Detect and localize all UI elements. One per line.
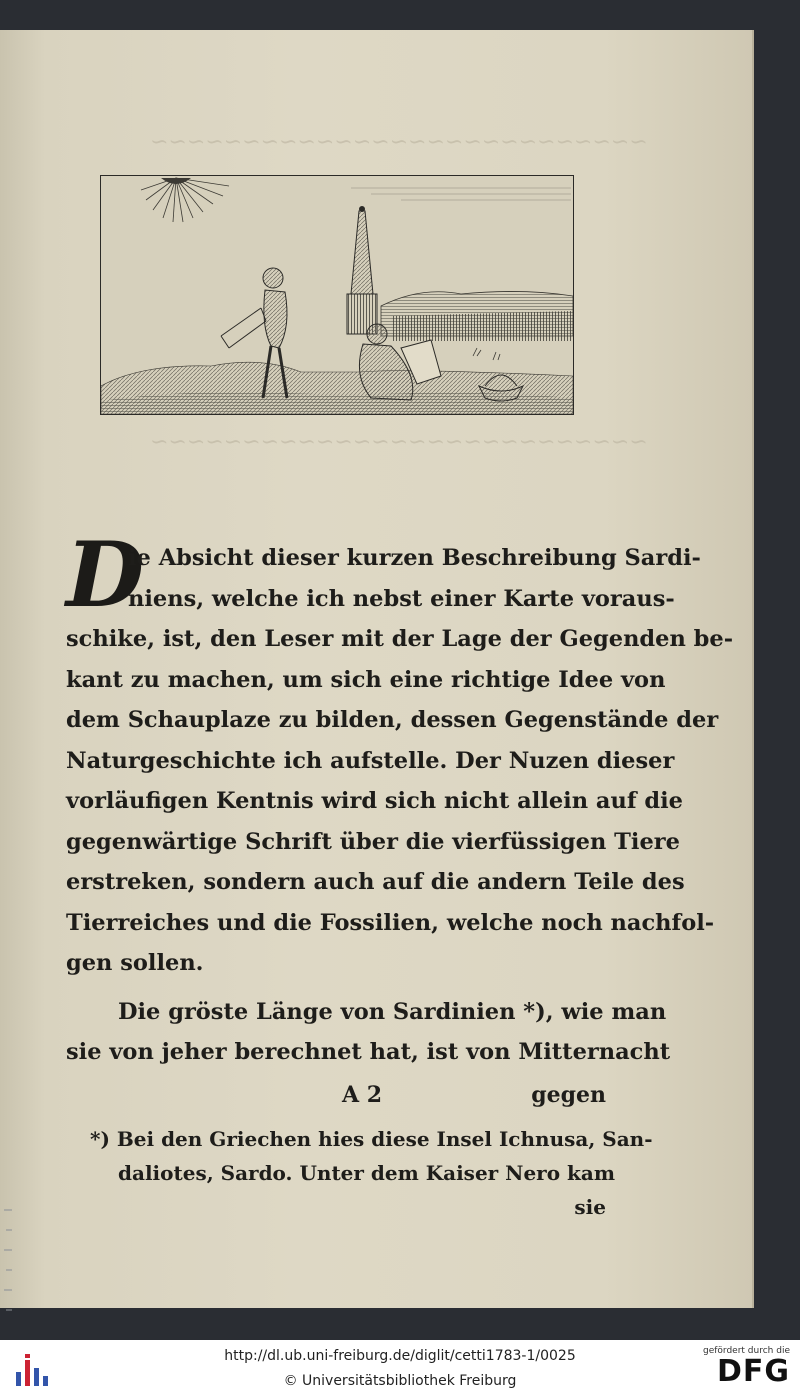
page-footer-marks	[66, 1082, 606, 1112]
footnote-line: daliotes, Sardo. Unter dem Kaiser Nero kam	[118, 1161, 615, 1185]
drop-cap: D	[66, 522, 145, 628]
funder-logo	[700, 1346, 790, 1394]
text-line: Naturgeschichte ich aufstelle. Der Nuzen dieser	[66, 747, 675, 774]
catchword: gegen	[531, 1082, 606, 1108]
footnote-line: sie	[574, 1195, 606, 1219]
show-through-text: ~~~~~~~~~~~~~~~~~~~~~~~~~~~	[150, 130, 648, 155]
text-line: vorläufigen Kentnis wird sich nicht allein auf die	[66, 788, 683, 814]
text-line: schike, ist, den Leser mit der Lage der Gegenden be-	[66, 626, 734, 652]
footnote-line: *) Bei den Griechen hies diese Insel Ichnusa, San-	[90, 1127, 653, 1151]
show-through-text: ~~~~~~~~~~~~~~~~~~~~~~~~~~~	[150, 430, 648, 455]
text-line: dem Schauplaze zu bilden, dessen Gegenstände der	[66, 707, 719, 733]
text-line: ie Absicht dieser kurzen Beschreibung Sardi-	[128, 545, 701, 571]
scan-ruler	[4, 1200, 12, 1320]
text-line: kant zu machen, um sich eine richtige Idee von	[66, 666, 666, 693]
text-line: Die gröste Länge von Sardinien *), wie man	[118, 998, 667, 1025]
funder-caption: gefördert durch die	[703, 1346, 790, 1356]
dfg-logo: DFG	[716, 1354, 790, 1389]
main-text	[66, 522, 734, 1073]
text-line: gen sollen.	[66, 950, 204, 976]
sun-rays	[141, 178, 229, 222]
text-line: gegenwärtige Schrift über die vierfüssigen Tiere	[66, 828, 680, 855]
text-line: sie von jeher berechnet hat, ist von Mitternacht	[66, 1039, 671, 1065]
text-line: erstreken, sondern auch auf die andern Teile des	[66, 869, 685, 895]
footnote	[90, 1122, 653, 1224]
engraving-vignette	[100, 175, 574, 415]
engraving-illustration	[101, 176, 573, 414]
signature-mark: A 2	[342, 1082, 383, 1108]
document-url[interactable]: http://dl.ub.uni-freiburg.de/diglit/cetti1783-1/0025	[224, 1348, 576, 1364]
text-line: Tierreiches und die Fossilien, welche noch nachfol-	[66, 909, 715, 936]
viewer-footer	[0, 1340, 800, 1398]
text-line: niens, welche ich nebst einer Karte voraus-	[128, 585, 675, 612]
copyright-notice: © Universitätsbibliothek Freiburg	[283, 1373, 517, 1389]
